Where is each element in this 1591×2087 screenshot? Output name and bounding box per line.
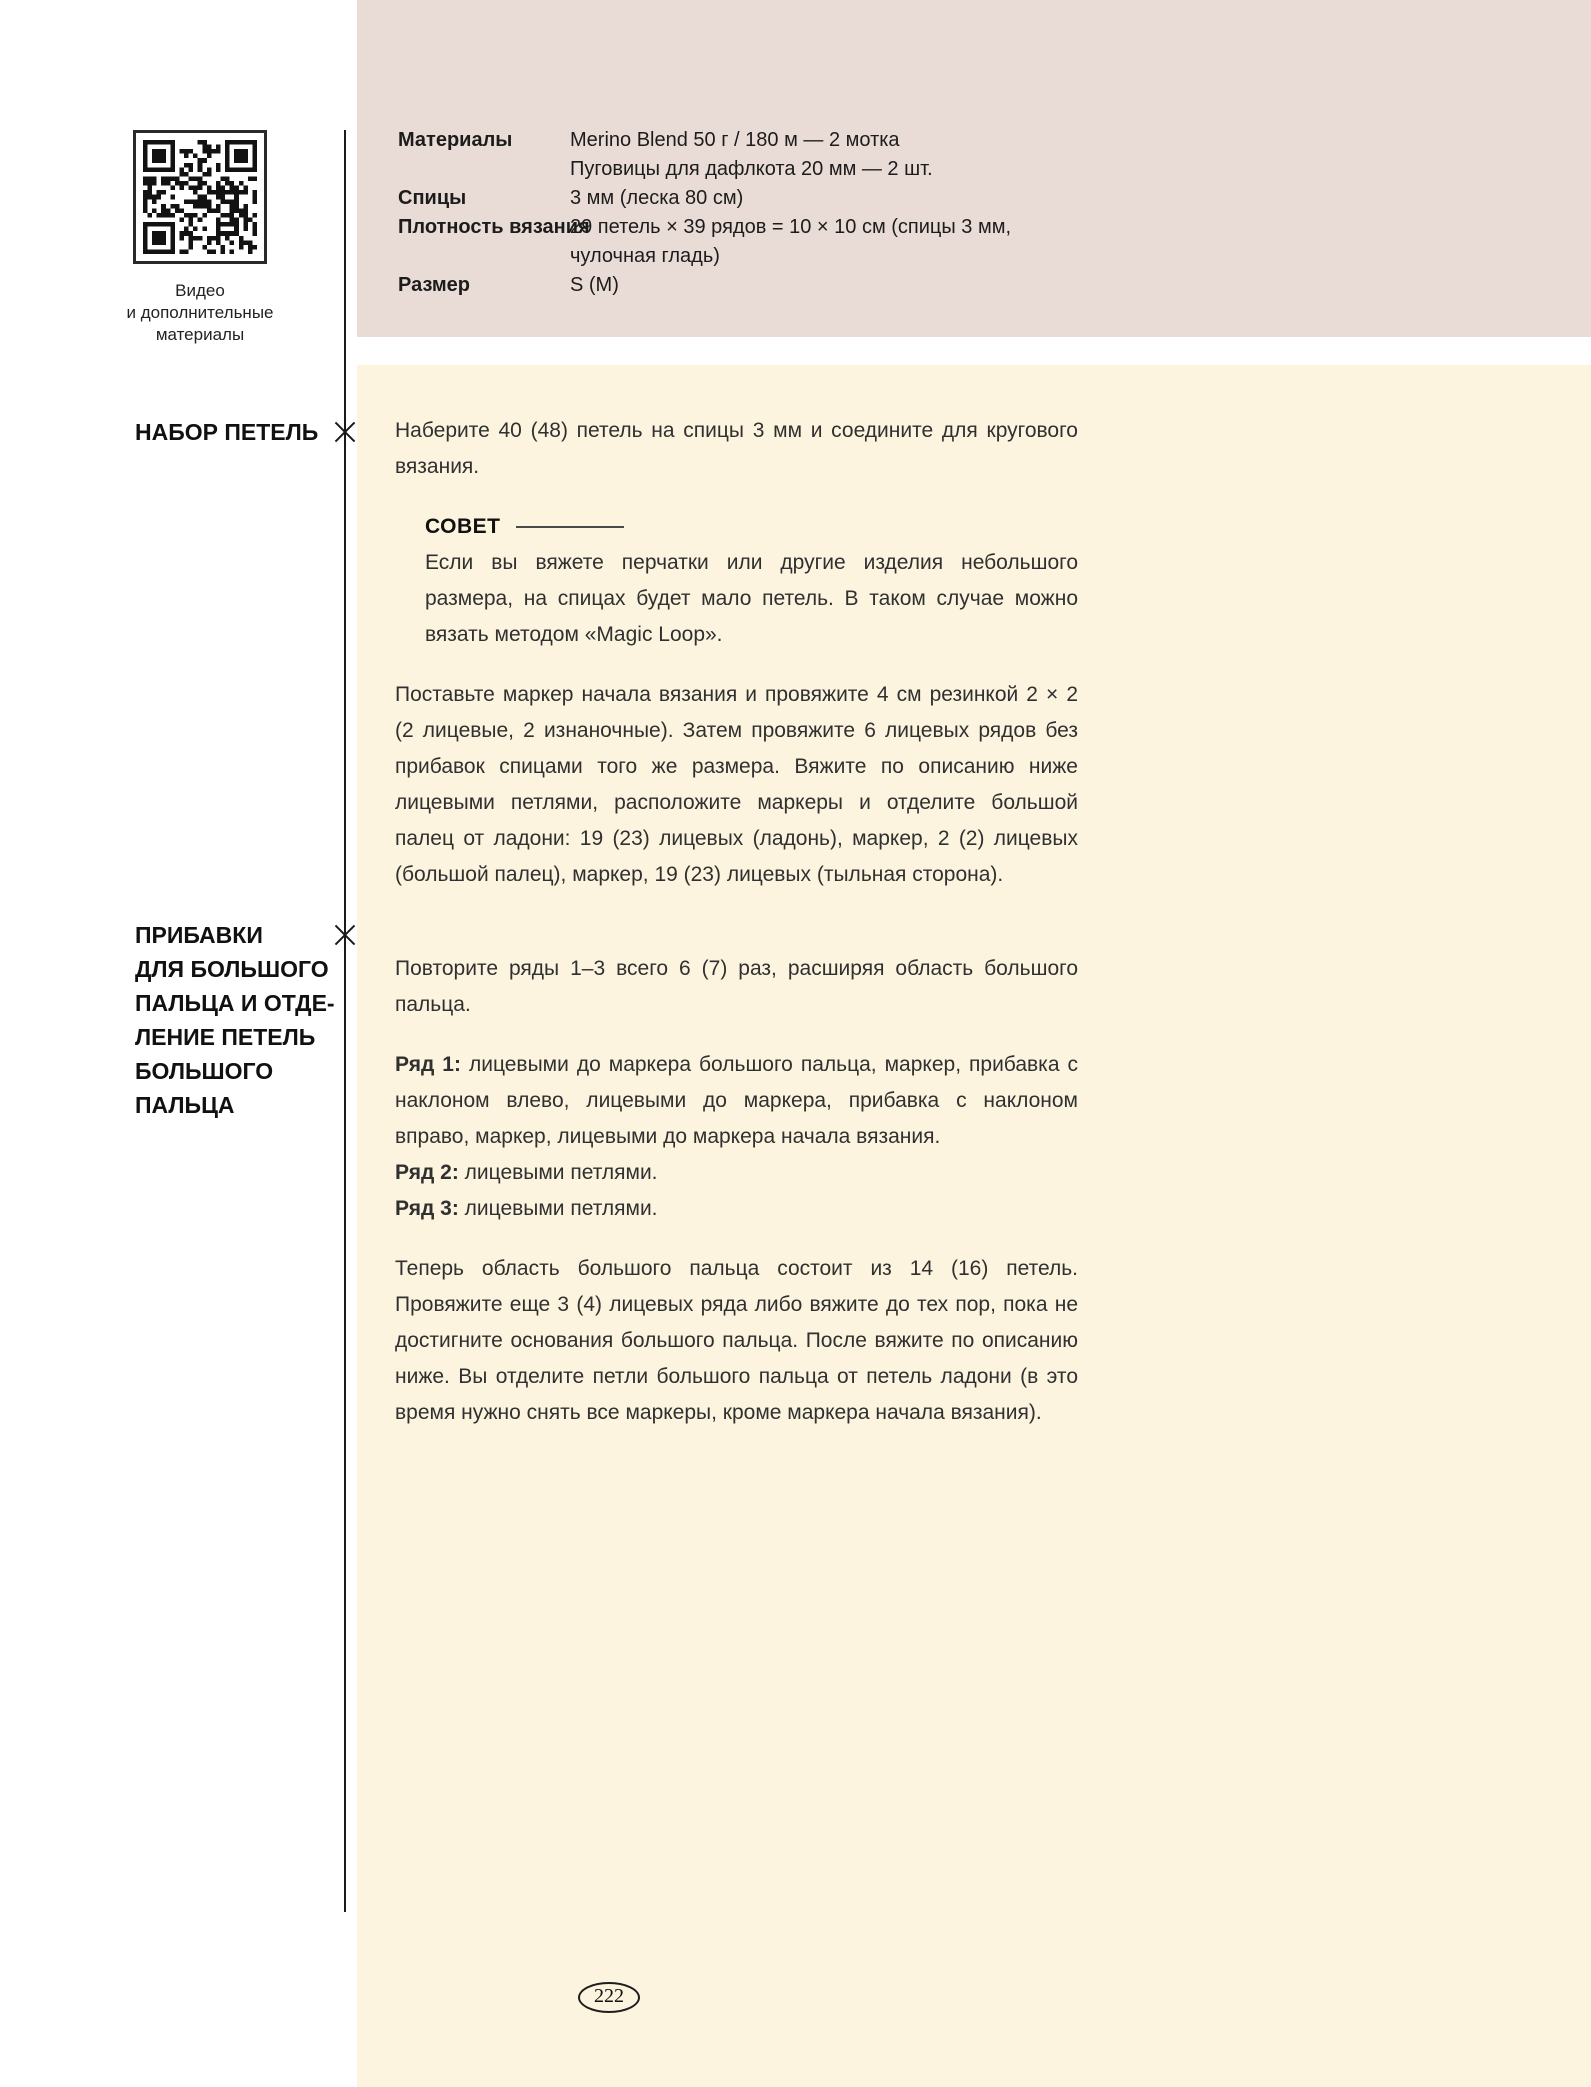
materials-value-line: 29 петель × 39 рядов = 10 × 10 см (спицы 3 мм, [570, 216, 1012, 238]
materials-panel [357, 0, 1591, 337]
materials-row-value [570, 184, 743, 213]
qr-caption-line: материалы [155, 325, 245, 344]
materials-row-label: Плотность вязания [398, 216, 590, 238]
materials-row [398, 126, 1551, 184]
cast-on-paragraph: Наберите 40 (48) петель на спицы 3 мм и соедините для кругового вязания. [395, 419, 1078, 478]
row-text: лицевыми до маркера большого пальца, маркер, прибавка с наклоном влево, лицевыми до маркера, прибавка с наклоном вправо, маркер, лицевыми до маркера начала вязания. [395, 1053, 1078, 1148]
materials-row-value [570, 126, 933, 184]
qr-caption-line: и дополнительные [126, 303, 274, 322]
section-heading-line: НАБОР ПЕТЕЛЬ [135, 419, 319, 445]
row-label: Ряд 3: [395, 1197, 459, 1220]
row-text: лицевыми петлями. [458, 1161, 658, 1184]
content-panel [357, 365, 1591, 2087]
materials-value-line: S (M) [570, 274, 619, 296]
materials-value-line: чулочная гладь) [570, 245, 720, 267]
row-paragraph [395, 1155, 1078, 1191]
materials-row [398, 271, 1551, 300]
materials-row-label: Размер [398, 274, 471, 296]
materials-row-label: Спицы [398, 187, 467, 209]
materials-row-label: Материалы [398, 129, 513, 151]
row-paragraph [395, 1047, 1078, 1155]
tip-title: СОВЕТ [425, 515, 501, 538]
qr-panel [110, 130, 290, 346]
materials-row [398, 184, 1551, 213]
section-heading-line: ДЛЯ БОЛЬШОГО [135, 956, 329, 982]
materials-row-value [570, 213, 1011, 271]
content-column [395, 413, 1078, 1431]
section-heading-cast-on [135, 415, 350, 449]
page-number: 222 [578, 1982, 640, 2013]
section-heading-line: ЛЕНИЕ ПЕТЕЛЬ [135, 1024, 316, 1050]
row-label: Ряд 2: [395, 1161, 459, 1184]
section-heading-line: ПАЛЬЦА [135, 1092, 235, 1118]
qr-caption-line: Видео [175, 281, 225, 300]
qr-caption [110, 280, 290, 346]
materials-value-line: Merino Blend 50 г / 180 м — 2 мотка [570, 129, 900, 151]
section-heading-line: БОЛЬШОГО [135, 1058, 274, 1084]
tip-block [425, 509, 1078, 653]
repeat-rows-paragraph: Повторите ряды 1–3 всего 6 (7) раз, расширяя область большого пальца. [395, 957, 1078, 1016]
materials-row-value [570, 271, 619, 300]
marker-setup-paragraph: Поставьте маркер начала вязания и провяжите 4 см резинкой 2 × 2 (2 лицевые, 2 изнаночные). Затем провяжите 6 лицевых рядов без прибавок спицами того же размера. Вяжите по описанию ниже лицевыми петлями, расположите маркеры и отделите большой палец от ладони: 19 (23) лицевых (ладонь), маркер, 2 (2) лицевых (большой палец), маркер, 19 (23) лицевых (тыльная сторона). [395, 683, 1078, 886]
tip-divider-line [516, 526, 624, 528]
section-heading-thumb-increases [135, 918, 350, 1122]
row-label: Ряд 1: [395, 1053, 461, 1076]
qr-code-icon [133, 130, 267, 264]
materials-value-line: 3 мм (леска 80 см) [570, 187, 744, 209]
tip-text: Если вы вяжете перчатки или другие изделия небольшого размера, на спицах будет мало петель. В таком случае можно вязать методом «Magic Loop». [425, 551, 1078, 646]
materials-value-line: Пуговицы для дафлкота 20 мм — 2 шт. [570, 158, 933, 180]
section-heading-line: ПАЛЬЦА И ОТДЕ- [135, 990, 335, 1016]
row-paragraph [395, 1191, 1078, 1227]
qr-code-pattern [143, 140, 257, 254]
tip-title-row [425, 509, 1078, 545]
row-text: лицевыми петлями. [458, 1197, 658, 1220]
materials-row [398, 213, 1551, 271]
rows-block [395, 1047, 1078, 1227]
section-heading-line: ПРИБАВКИ [135, 922, 263, 948]
thumb-separation-paragraph: Теперь область большого пальца состоит из 14 (16) петель. Провяжите еще 3 (4) лицевых ряда либо вяжите до тех пор, пока не достигните основания большого пальца. После вяжите по описанию ниже. Вы отделите петли большого пальца от петель ладони (в это время нужно снять все маркеры, кроме маркера начала вязания). [395, 1257, 1078, 1424]
